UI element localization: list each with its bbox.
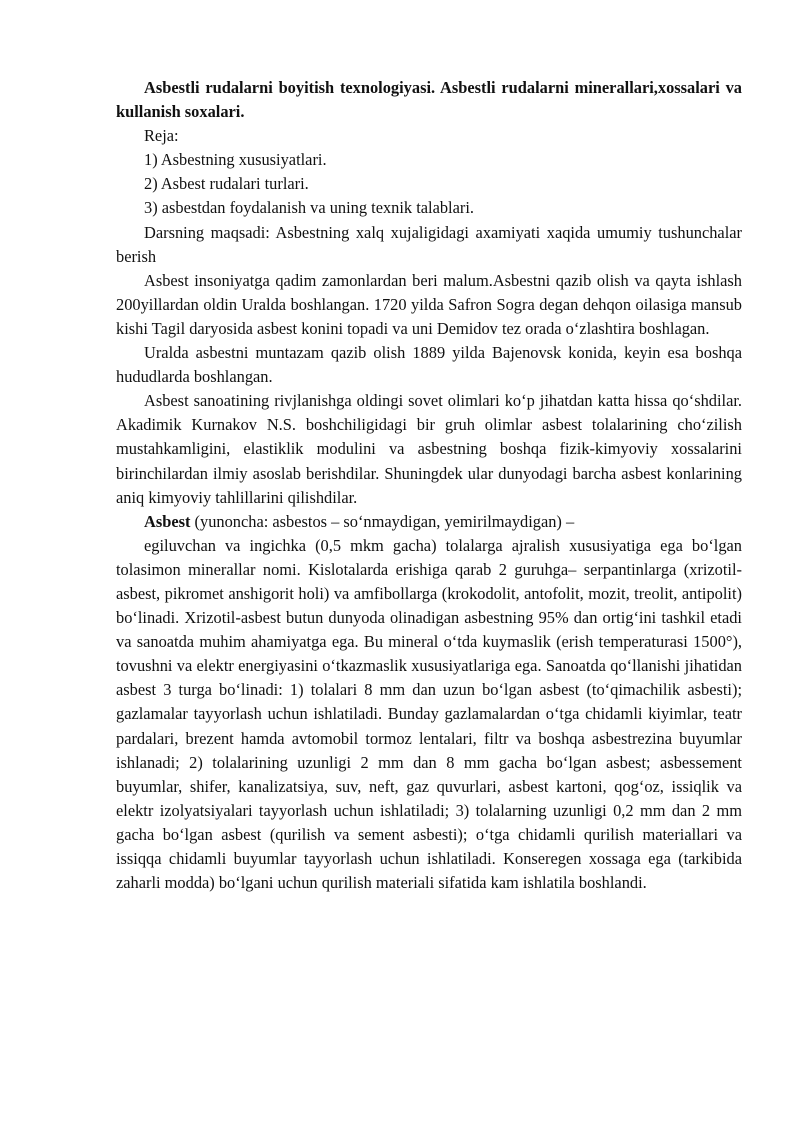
plan-item: 3) asbestdan foydalanish va uning texnik talablari. — [144, 198, 474, 218]
paragraph-ural: Uralda asbestni muntazam qazib olish 1889 yilda Bajenovsk konida, keyin esa boshqa hududlarda boshlangan. — [116, 343, 742, 387]
definition-text: (yunoncha: asbestos – so‘nmaydigan, yemirilmaydigan) – — [190, 511, 575, 531]
paragraph-scientists: Asbest sanoatining rivjlanishga oldingi sovet olimlari ko‘p jihatdan katta hissa qo‘shdilar. Akadimik Kurnakov N.S. boshchiligidagi bir gruh olimlar asbest tolalarining cho‘zilish mustahkamligini, elastiklik modulini va asbestning boshqa fizik-kimyoviy xossalarini birinchilardan ilmiy asoslab berishdilar. Shuningdek ular dunyodagi barcha asbest konlarining aniq kimyoviy tahlillarini qilishdilar. — [116, 391, 742, 507]
plan-label: Reja: — [144, 126, 179, 146]
lesson-goal: Darsning maqsadi: Asbestning xalq xujaligidagi axamiyati xaqida umumiy tushunchalar berish — [116, 222, 742, 266]
plan-item: 1) Asbestning xususiyatlari. — [144, 150, 327, 170]
paragraph-history: Asbest insoniyatga qadim zamonlardan beri malum.Asbestni qazib olish va qayta ishlash 200yillardan oldin Uralda boshlangan. 1720 yilda Safron Sogra degan dehqon oilasiga mansub kishi Tagil daryosida asbest konini topadi va uni Demidov tez orada o‘zlashtira boshlagan. — [116, 270, 742, 338]
document-page — [116, 76, 742, 895]
plan-item: 2) Asbest rudalari turlari. — [144, 174, 309, 194]
definition-term: Asbest — [144, 511, 191, 531]
document-title: Asbestli rudalarni boyitish texnologiyasi. Asbestli rudalarni minerallari,xossalari va kullanish soxalari. — [116, 78, 742, 122]
definition-line — [116, 510, 742, 534]
paragraph-properties: egiluvchan va ingichka (0,5 mkm gacha) tolalarga ajralish xususiyatiga ega bo‘lgan tolasimon minerallar nomi. Kislotalarda erishiga qarab 2 guruhga– serpantinlarga (xrizotil-asbest, pikromet anshigorit holi) va amfibollarga (krokodolit, antofolit, mozit, treolit, antipolit) bo‘linadi. Xrizotil-asbest butun dunyoda olinadigan asbestning 95% dan ortig‘ini tashkil etadi va sanoatda muhim ahamiyatga ega. Bu mineral o‘tda kuymaslik (erish temperaturasi 1500°), tovushni va elektr energiyasini o‘tkazmaslik xususiyatlariga ega. Sanoatda qo‘llanishi jihatidan asbest 3 turga bo‘linadi: 1) tolalari 8 mm dan uzun bo‘lgan asbest (to‘qimachilik asbesti); gazlamalar tayyorlash uchun ishlatiladi. Bunday gazlamalardan o‘tga chidamli kiyimlar, teatr pardalari, brezent hamda avtomobil tormoz lentalari, filtr va boshqa asbestrezina buyumlar ishlanadi; 2) tolalarining uzunligi 2 mm dan 8 mm gacha bo‘lgan asbest; asbessement buyumlar, shifer, kanalizatsiya, suv, neft, gaz quvurlari, asbest kartoni, qog‘oz, issiqlik va elektr izolyatsiyalari tayyorlash uchun ishlatiladi; 3) tolalarning uzunligi 0,2 mm dan 2 mm gacha bo‘lgan asbest (qurilish va sement asbesti); o‘tga chidamli qurilish materiallari va issiqqa chidamli buyumlar tayyorlash uchun ishlatiladi. Konseregen xossaga ega (tarkibida zaharli modda) bo‘lgani uchun qurilish materiali sifatida kam ishlatila boshlandi. — [116, 535, 742, 893]
